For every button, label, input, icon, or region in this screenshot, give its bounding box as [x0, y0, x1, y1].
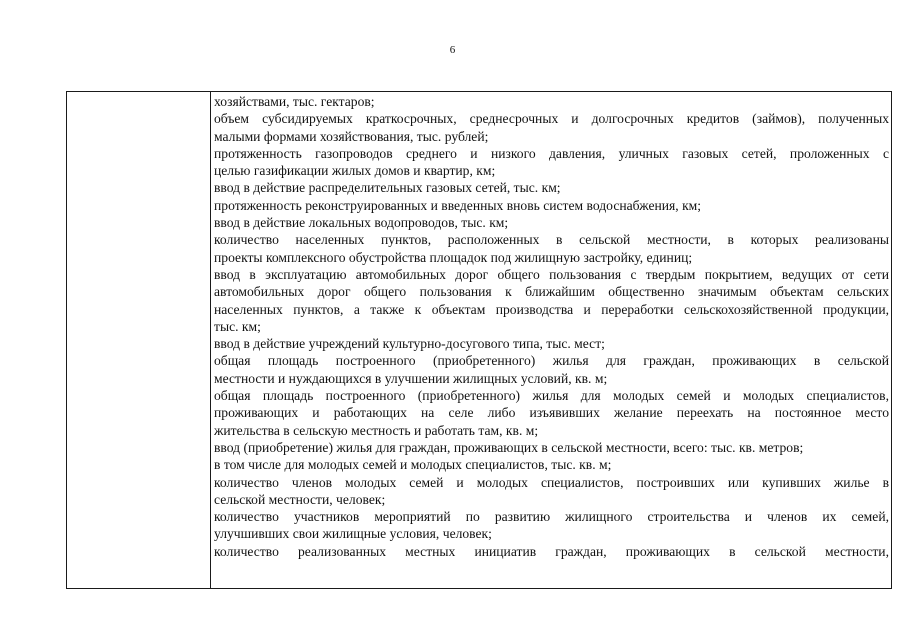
table-left-cell [67, 92, 211, 588]
text-line: количество населенных пунктов, расположенных в сельской местности, в которых реализованы [214, 232, 889, 248]
text-line: в том числе для молодых семей и молодых специалистов, тыс. кв. м; [214, 457, 612, 473]
text-line: количество членов молодых семей и молодых специалистов, построивших или купивших жилье в [214, 474, 889, 490]
text-line: проживающих и работающих на селе либо изъявивших желание переехать на постоянное место [214, 405, 889, 421]
page-number: 6 [449, 44, 456, 56]
text-line: общая площадь построенного (приобретенного) жилья для граждан, проживающих в сельской [214, 353, 889, 369]
text-line: хозяйствами, тыс. гектаров; [214, 94, 375, 109]
text-line: сельской местности, человек; [214, 491, 386, 507]
text-line: протяженность реконструированных и введенных вновь систем водоснабжения, км; [214, 197, 702, 213]
document-table [66, 91, 892, 589]
text-line: объем субсидируемых краткосрочных, среднесрочных и долгосрочных кредитов (займов), полученных [214, 111, 889, 127]
text-line: малыми формами хозяйствования, тыс. рублей; [214, 128, 489, 144]
table-text-cell [214, 92, 889, 588]
text-line: количество реализованных местных инициатив граждан, проживающих в сельской местности, [214, 543, 889, 559]
text-line: тыс. км; [214, 318, 261, 334]
text-line: населенных пунктов, а также к объектам производства и переработки сельскохозяйственной продукции, [214, 301, 889, 317]
text-line: ввод в действие распределительных газовых сетей, тыс. км; [214, 180, 561, 196]
text-line: количество участников мероприятий по развитию жилищного строительства и членов их семей, [214, 509, 889, 525]
text-line: ввод в действие локальных водопроводов, тыс. км; [214, 215, 509, 231]
text-line: ввод в эксплуатацию автомобильных дорог общего пользования с твердым покрытием, ведущих от сети [214, 266, 889, 282]
text-line: протяженность газопроводов среднего и низкого давления, уличных газовых сетей, проложенных с [214, 145, 889, 161]
text-line: жительства в сельскую местность и работать там, кв. м; [214, 422, 539, 438]
text-line: общая площадь построенного (приобретенного) жилья для молодых семей и молодых специалистов, [214, 388, 889, 404]
text-line: проекты комплексного обустройства площадок под жилищную застройку, единиц; [214, 249, 693, 265]
text-line: автомобильных дорог общего пользования к ближайшим общественно значимым объектам сельских [214, 284, 889, 300]
text-line: ввод (приобретение) жилья для граждан, проживающих в сельской местности, всего: тыс. кв. метров; [214, 439, 804, 455]
text-line: улучшивших свои жилищные условия, человек; [214, 526, 492, 542]
text-line: ввод в действие учреждений культурно-досугового типа, тыс. мест; [214, 336, 605, 352]
text-line: целью газификации жилых домов и квартир, км; [214, 163, 496, 179]
text-line: местности и нуждающихся в улучшении жилищных условий, кв. м; [214, 370, 608, 386]
